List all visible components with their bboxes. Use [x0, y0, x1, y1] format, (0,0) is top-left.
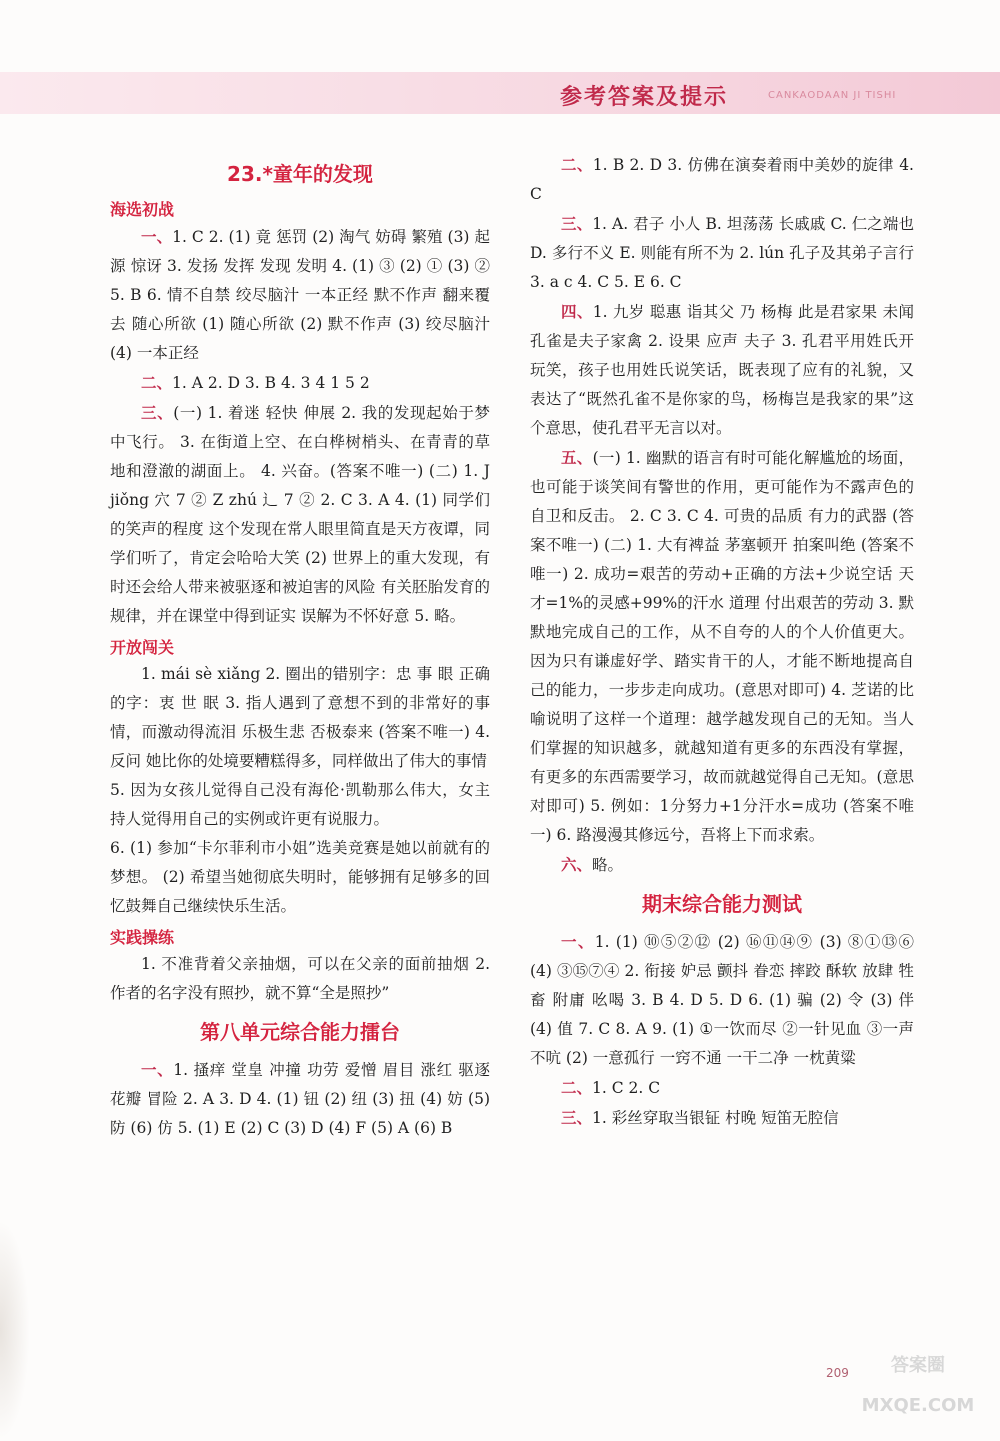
- question-label: 六、: [561, 855, 593, 874]
- section-heading: 开放闯关: [110, 638, 175, 657]
- answer-paragraph: [530, 297, 914, 443]
- answer-paragraph: [530, 1073, 914, 1103]
- answer-paragraph: [530, 443, 914, 850]
- answer-paragraph: [530, 850, 914, 880]
- answer-text: 1. 九岁 聪惠 诣其父 乃 杨梅 此是君家果 未闻孔雀是夫子家禽 2. 设果 应声 夫子 3. 孔君平用姓氏开玩笑，孩子也用姓氏说笑话，既表现了应有的礼貌，又表达了“既然孔雀不是你家的鸟，杨梅岂是我家的果”这个意思，使孔君平无言以对。: [530, 303, 914, 437]
- answer-paragraph: 6. (1) 参加“卡尔菲利市小姐”选美竞赛是她以前就有的梦想。 (2) 希望当她彻底失明时，能够拥有足够多的回忆鼓舞自己继续快乐生活。: [110, 839, 490, 915]
- unit-test-title: 第八单元综合能力擂台: [200, 1020, 400, 1044]
- right-column: [530, 150, 914, 1133]
- question-label: 四、: [561, 302, 593, 321]
- header-subtitle: CANKAODAAN JI TISHI: [768, 90, 897, 101]
- answer-paragraph: [530, 150, 914, 209]
- answer-text: 1. A. 君子 小人 B. 坦荡荡 长戚戚 C. 仁之端也 D. 多行不义 E. 则能有所不为 2. lún 孔子及其弟子言行 3. a c 4. C 5. E 6. C: [530, 215, 914, 291]
- question-label: 三、: [141, 403, 174, 422]
- answer-text: (一) 1. 幽默的语言有时可能化解尴尬的场面，也可能于谈笑间有警世的作用，更可能作为不露声色的自卫和反击。 2. C 3. C 4. 可贵的品质 有力的武器 (答案不唯一) (二) 1. 大有裨益 茅塞顿开 拍案叫绝 (答案不唯一) 2. 成功=艰苦的劳动+正确的方法+少说空话 天才=1%的灵感+99%的汗水 道理 付出艰苦的劳动 3. 默默地完成自己的工作，从不自夸的人的个人价值更大。因为只有谦虚好学、踏实肯干的人，才能不断地提高自己的能力，一步步走向成功。(意思对即可) 4. 芝诺的比喻说明了这样一个道理：越学越发现自己的无知。当人们掌握的知识越多，就越知道有更多的东西没有掌握，有更多的东西需要学习，故而就越觉得自己无知。(意思对即可) 5. 例如：1分努力+1分汗水=成功 (答案不唯一) 6. 路漫漫其修远兮，吾将上下而求索。: [530, 449, 914, 844]
- answer-text: 1. B 2. D 3. 仿佛在演奏着雨中美妙的旋律 4. C: [530, 156, 914, 203]
- answer-text: 1. C 2. (1) 竟 惩罚 (2) 淘气 妨碍 繁殖 (3) 起源 惊讶 3. 发扬 发挥 发现 发明 4. (1) ③ (2) ① (3) ② 5. B 6. 情不自禁 绞尽脑汁 一本正经 默不作声 翻来覆去 随心所欲 (1) 随心所欲 (2) 默不作声 (3) 绞尽脑汁 (4) 一本正经: [110, 228, 490, 362]
- answer-text: (一) 1. 着迷 轻快 伸展 2. 我的发现起始于梦中飞行。 3. 在街道上空、在白桦树梢头、在青青的草地和澄澈的湖面上。 4. 兴奋。(答案不唯一) (二) 1. J jiǒng 穴 7 ② Z zhú 辶 7 ② 2. C 3. A 4. (1) 同学们的笑声的程度 这个发现在常人眼里简直是天方夜谭，同学们听了，肯定会哈哈大笑 (2) 世界上的重大发现，有时还会给人带来被驱逐和被迫害的风险 有关胚胎发育的规律，并在课堂中得到证实 误解为不怀好意 5. 略。: [110, 404, 490, 625]
- final-test-title: 期末综合能力测试: [642, 892, 802, 916]
- answer-text: 略。: [592, 856, 624, 874]
- lesson-title: 23.*童年的发现: [227, 162, 373, 186]
- answer-paragraph: 1. 不准背着父亲抽烟，可以在父亲的面前抽烟 2. 作者的名字没有照抄，就不算“全是照抄”: [110, 955, 490, 1002]
- page-edge-shadow: [0, 1220, 30, 1440]
- question-label: 二、: [561, 1078, 593, 1097]
- answer-paragraph: [110, 222, 490, 368]
- question-label: 一、: [561, 932, 595, 951]
- answer-paragraph: 1. mái sè xiǎng 2. 圈出的错别字：忠 事 眼 正确的字：衷 世 眠 3. 指人遇到了意想不到的非常好的事情，而激动得流泪 乐极生悲 否极泰来 (答案不唯一) 4. 反问 她比你的处境要糟糕得多，同样做出了伟大的事情: [110, 665, 490, 770]
- answer-paragraph: [110, 398, 490, 631]
- left-column: [110, 150, 490, 1143]
- answer-text: 1. 彩丝穿取当银钲 村晚 短笛无腔信: [592, 1109, 839, 1127]
- question-label: 三、: [561, 214, 593, 233]
- answer-text: 1. C 2. C: [592, 1079, 661, 1097]
- section-heading: 海选初战: [110, 200, 175, 219]
- question-label: 三、: [561, 1108, 593, 1127]
- answer-paragraph: [530, 1103, 914, 1133]
- answer-paragraph: [530, 209, 914, 297]
- answer-paragraph: [530, 927, 914, 1073]
- question-label: 二、: [561, 155, 593, 174]
- watermark: 答案圈 MXQE.COM: [861, 1355, 975, 1416]
- section-heading: 实践操练: [110, 928, 175, 947]
- answer-paragraph: [110, 368, 490, 398]
- question-label: 五、: [561, 448, 593, 467]
- answer-text: 1. 搔痒 堂皇 冲撞 功劳 爱憎 眉目 涨红 驱逐 花瓣 冒险 2. A 3. D 4. (1) 钮 (2) 纽 (3) 扭 (4) 妨 (5) 防 (6) 仿 5. (1) E (2) C (3) D (4) F (5) A (6) B: [110, 1061, 490, 1137]
- question-label: 一、: [141, 1060, 174, 1079]
- answer-text: 1. (1) ⑩⑤②⑫ (2) ⑯⑪⑭⑨ (3) ⑧①⑬⑥ (4) ③⑮⑦④ 2. 衔接 妒忌 颤抖 眷恋 摔跤 酥软 放肆 牲畜 附庸 吆喝 3. B 4. D 5. D 6. (1) 骗 (2) 令 (3) 伴 (4) 值 7. C 8. A 9. (1) ①一饮而尽 ②一针见血 ③一声不吭 (2) 一意孤行 一窍不通 一干二净 一枕黄粱: [530, 933, 914, 1067]
- answer-paragraph: [110, 1055, 490, 1143]
- page-number: 209: [826, 1366, 849, 1380]
- question-label: 二、: [141, 373, 173, 392]
- question-label: 一、: [141, 227, 173, 246]
- answer-paragraph: 5. 因为女孩儿觉得自己没有海伦·凯勒那么伟大，女主持人觉得用自己的实例或许更有说服力。: [110, 781, 490, 828]
- answer-text: 1. A 2. D 3. B 4. 3 4 1 5 2: [172, 374, 370, 392]
- header-title: 参考答案及提示: [560, 85, 729, 110]
